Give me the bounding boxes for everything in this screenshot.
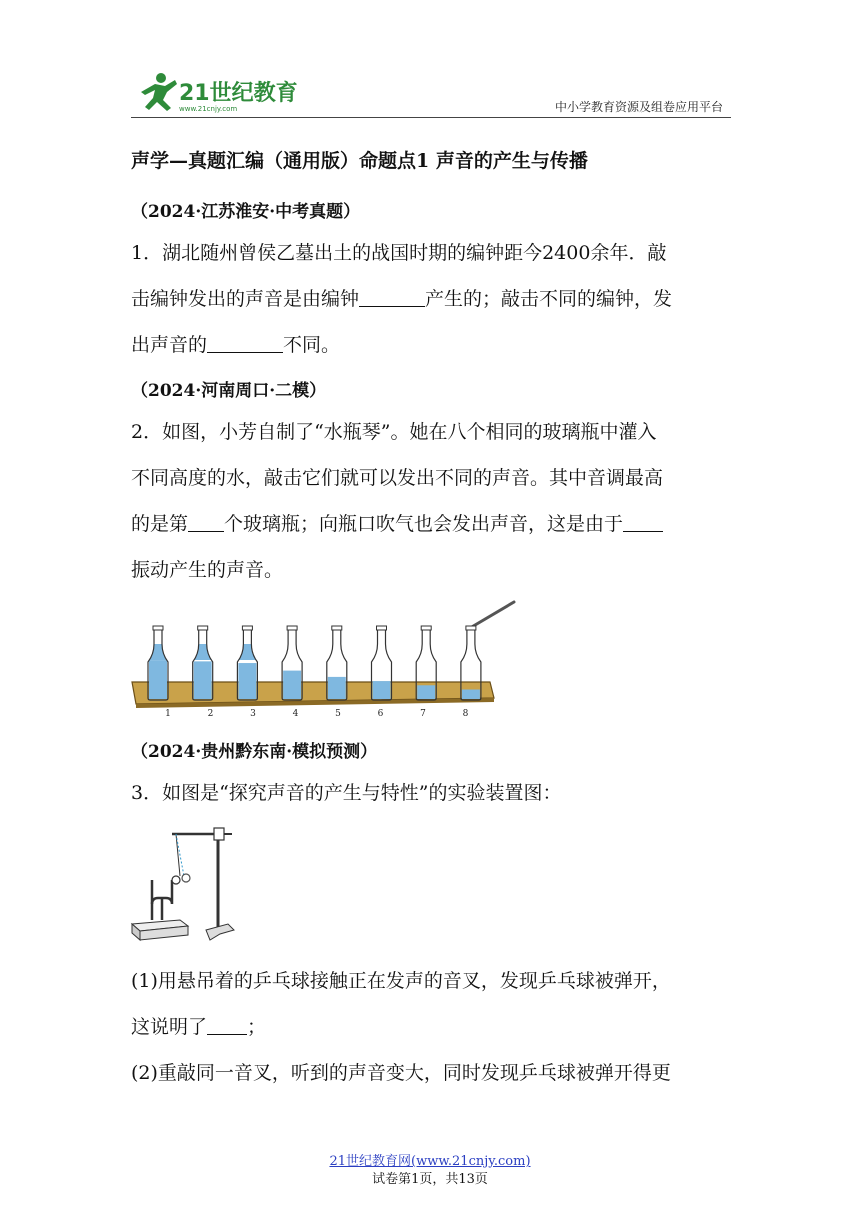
bottle-label: 3: [250, 709, 256, 719]
q1-line3: 出声音的 不同。: [131, 334, 341, 356]
platform-name: 中小学教育资源及组卷应用平台: [554, 100, 723, 114]
striking-stick: [470, 602, 514, 628]
bottle-label: 5: [335, 709, 341, 719]
q1-line2: 击编钟发出的声音是由编钟 产生的；敲击不同的编钟，发: [131, 288, 673, 310]
bottle-water: [328, 677, 346, 699]
page-title: 声学—真题汇编（通用版）命题点1 声音的产生与传播: [131, 150, 588, 172]
bottle-label: 6: [377, 709, 384, 719]
bottle-water: [194, 661, 212, 699]
q3-source: （2024·贵州黔东南·模拟预测）: [131, 742, 378, 762]
q2-line2: 不同高度的水，敲击它们就可以发出不同的声音。其中音调最高: [131, 467, 664, 489]
page-number: 试卷第1页，共13页: [372, 1172, 488, 1187]
q2-blank-1[interactable]: [188, 511, 224, 532]
q2-blank-2[interactable]: [623, 511, 663, 532]
q3-sub2-line1: (2)重敲同一音叉，听到的声音变大，同时发现乒乓球被弹开得更: [131, 1062, 671, 1084]
q1-line1: 1．湖北随州曾侯乙墓出土的战国时期的编钟距今2400余年．敲: [131, 242, 667, 264]
q2-line1: 2．如图，小芳自制了“水瓶琴”。她在八个相同的玻璃瓶中灌入: [131, 421, 657, 443]
svg-text:21世纪教育: 21世纪教育: [179, 81, 298, 106]
q3-intro: [131, 770, 733, 816]
bottle-water: [417, 685, 435, 699]
q2-line3: 的是第 个玻璃瓶；向瓶口吹气也会发出声音，这是由于: [131, 501, 733, 547]
q3-sub1-line1: (1)用悬吊着的乒乓球接触正在发声的音叉，发现乒乓球被弹开，: [131, 970, 671, 992]
q3-blank-1[interactable]: [207, 1014, 247, 1035]
bottle-7: [416, 626, 436, 700]
q2-line4: 振动产生的声音。: [131, 559, 284, 581]
q1-blank-2[interactable]: [207, 332, 283, 353]
q2-source: （2024·河南周口·二模）: [131, 381, 327, 401]
svg-text:www.21cnjy.com: www.21cnjy.com: [179, 105, 238, 113]
q1-blank-1[interactable]: [359, 286, 425, 307]
bottle-1: [148, 626, 168, 700]
bottle-water: [238, 663, 256, 699]
q1-source: （2024·江苏淮安·中考真题）: [131, 202, 361, 222]
page-header: [131, 64, 731, 118]
bottle-5: [327, 626, 347, 700]
stand-base: [206, 924, 234, 940]
bottle-4: [282, 626, 302, 700]
bottle-water: [462, 690, 480, 700]
bottle-3: [237, 626, 257, 700]
bottle-label: 1: [165, 709, 171, 719]
bottle-label: 4: [292, 709, 299, 719]
q3-subquestions: [131, 958, 733, 1096]
bottle-water: [149, 660, 167, 699]
q1-text: [131, 230, 733, 368]
tuning-fork-figure: [128, 820, 248, 946]
footer-link-row: [0, 1150, 860, 1169]
site-logo: [135, 70, 298, 114]
bottle-water: [373, 681, 391, 699]
bottle-label: 7: [420, 709, 426, 719]
bottle-label: 2: [207, 709, 214, 719]
q3-line1: 3．如图是“探究声音的产生与特性”的实验装置图：: [131, 782, 562, 804]
ping-pong-ball: [172, 876, 180, 884]
bottle-water: [283, 671, 301, 699]
footer-link[interactable]: 21世纪教育网(www.21cnjy.com): [329, 1154, 531, 1169]
water-bottle-figure: [128, 596, 523, 720]
bottle-label: 8: [462, 709, 469, 719]
bottle-6: [372, 626, 392, 700]
stand-clamp: [214, 828, 224, 840]
header-divider: [131, 117, 731, 118]
q3-sub1-line2: 这说明了 ；: [131, 1016, 267, 1038]
q2-text: [131, 409, 733, 593]
bottle-2: [193, 626, 213, 700]
